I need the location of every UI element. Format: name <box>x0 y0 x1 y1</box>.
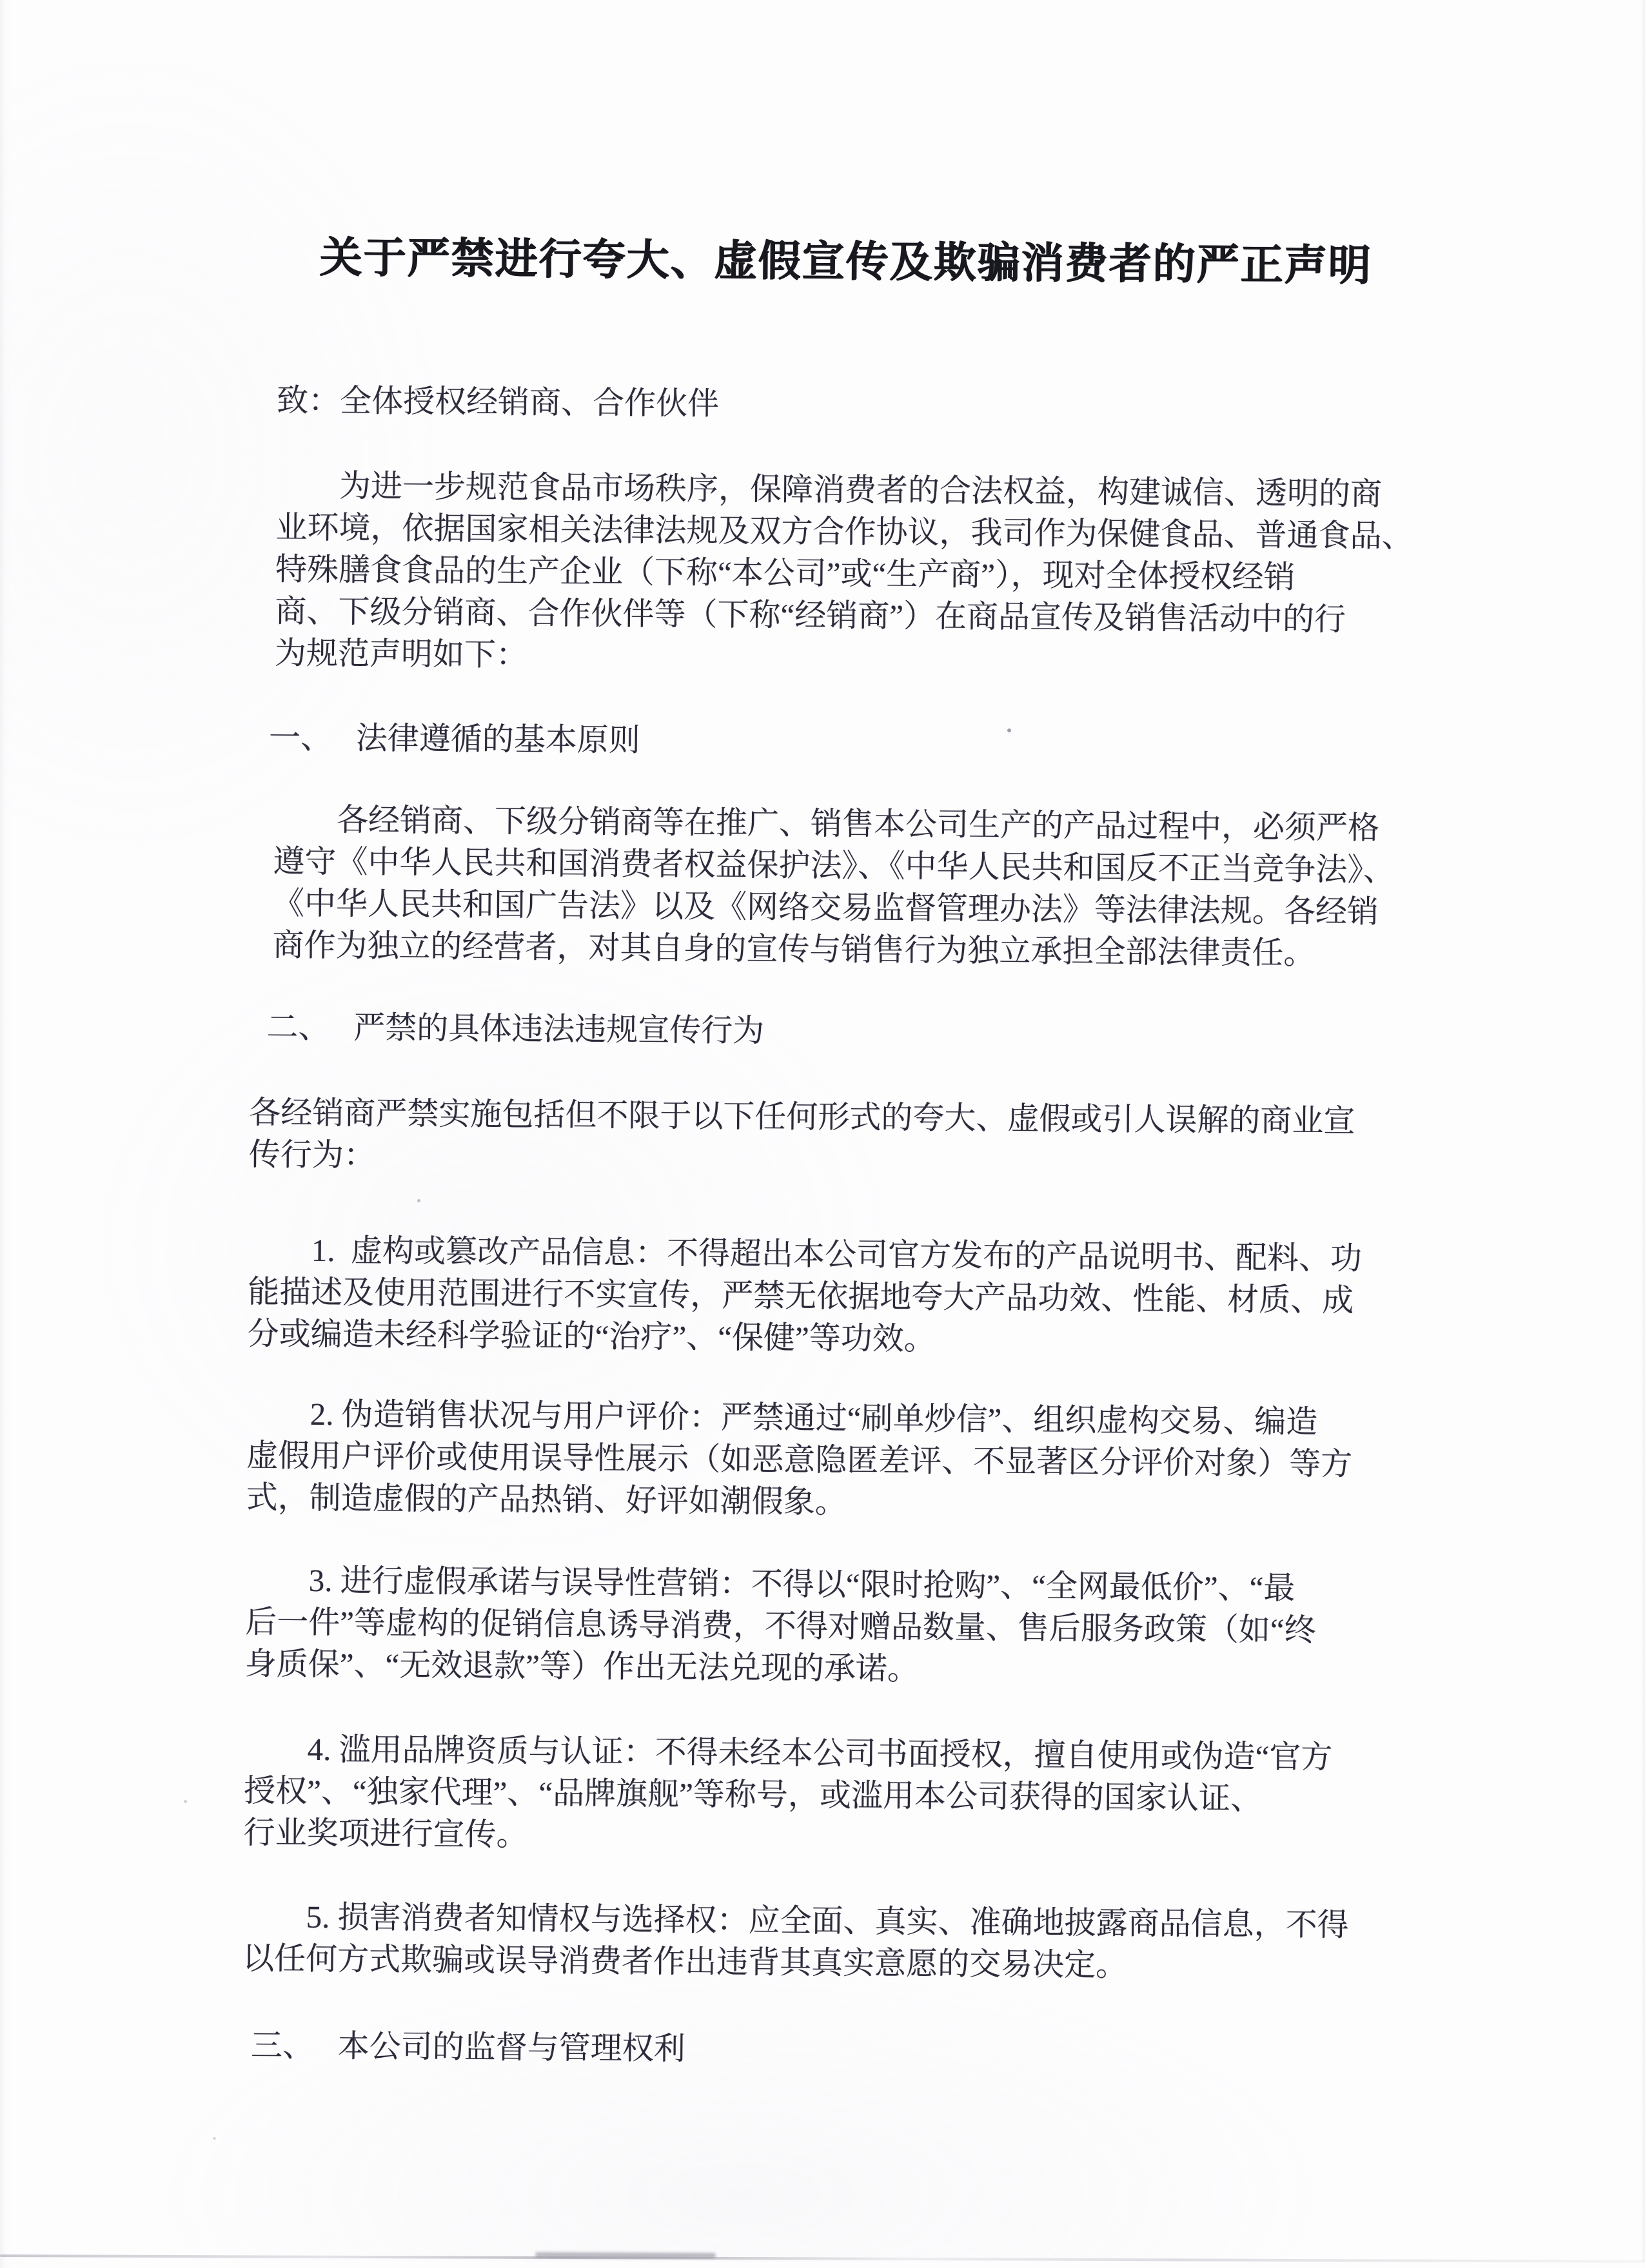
text-line: 为规范声明如下： <box>274 635 528 673</box>
section1-paragraph <box>272 798 1395 975</box>
text-line: 传行为： <box>248 1137 376 1173</box>
scan-speck <box>213 2137 216 2140</box>
prohibited-item-1 <box>247 1229 1362 1364</box>
text-line: 4. 滥用品牌资质与认证：不得未经本公司书面授权，擅自使用或伪造“官方 <box>244 1731 1333 1775</box>
intro-paragraph <box>275 464 1414 683</box>
text-line: 虚假用户评价或使用误导性展示（如恶意隐匿差评、不显著区分评价对象）等方 <box>246 1438 1353 1482</box>
text-line: 1. 虚构或篡改产品信息：不得超出本公司官方发布的产品说明书、配料、功 <box>248 1232 1363 1276</box>
text-line: 后一件”等虚构的促销信息诱导消费，不得对赠品数量、售后服务政策（如“终 <box>244 1604 1316 1648</box>
prohibited-item-4 <box>243 1728 1332 1862</box>
text-line: 商作为独立的经营者，对其自身的宣传与销售行为独立承担全部法律责任。 <box>272 927 1315 972</box>
section2-heading: 二、 严禁的具体违法违规宣传行为 <box>266 1009 765 1049</box>
text-line: 为进一步规范食品市场秩序，保障消费者的合法权益，构建诚信、透明的商 <box>275 467 1383 512</box>
text-line: 业环境，依据国家相关法律法规及双方合作协议，我司作为保健食品、普通食品、 <box>275 509 1414 554</box>
text-line: 《中华人民共和国广告法》以及《网络交易监督管理办法》等法律法规。各经销 <box>272 885 1379 930</box>
text-line: 能描述及使用范围进行不实宣传，严禁无依据地夸大产品功效、性能、材质、成 <box>248 1274 1354 1318</box>
text-line: 授权”、“独家代理”、“品牌旗舰”等称号，或滥用本公司获得的国家认证、 <box>243 1773 1263 1817</box>
text-line: 特殊膳食食品的生产企业（下称“本公司”或“生产商”），现对全体授权经销 <box>275 551 1295 595</box>
scan-speck <box>184 1800 187 1803</box>
document-title: 关于严禁进行夸大、虚假宣传及欺骗消费者的严正声明 <box>319 234 1372 290</box>
text-line: 商、下级分销商、合作伙伴等（下称“经销商”）在商品宣传及销售活动中的行 <box>275 593 1346 638</box>
scan-speck <box>1007 728 1011 732</box>
text-line: 遵守《中华人民共和国消费者权益保护法》、《中华人民共和国反不正当竞争法》、 <box>273 843 1395 888</box>
section2-lead-paragraph <box>249 1091 1355 1184</box>
salutation-line: 致：全体授权经销商、合作伙伴 <box>276 382 720 422</box>
text-line: 身质保”、“无效退款”等）作出无法兑现的承诺。 <box>244 1646 920 1687</box>
text-line: 分或编造未经科学验证的“治疗”、“保健”等功效。 <box>247 1316 936 1357</box>
prohibited-item-2 <box>246 1393 1352 1527</box>
prohibited-item-5 <box>242 1895 1349 1988</box>
text-line: 行业奖项进行宣传。 <box>243 1815 528 1853</box>
scan-smudge <box>535 2252 716 2258</box>
text-line: 以任何方式欺骗或误导消费者作出违背其真实意愿的交易决定。 <box>242 1941 1128 1983</box>
section1-heading: 一、 法律遵循的基本原则 <box>268 719 640 758</box>
text-line: 3. 进行虚假承诺与误导性营销：不得以“限时抢购”、“全网最低价”、“最 <box>245 1562 1295 1606</box>
scan-edge-shading <box>1641 0 1645 2262</box>
text-line: 各经销商、下级分销商等在推广、销售本公司生产的产品过程中，必须严格 <box>273 801 1380 846</box>
section3-heading: 三、 本公司的监督与管理权利 <box>250 2028 686 2067</box>
scan-speck <box>417 1199 420 1202</box>
text-line: 2. 伪造销售状况与用户评价：严禁通过“刷单炒信”、组织虚构交易、编造 <box>246 1396 1318 1440</box>
prohibited-item-3 <box>244 1559 1316 1693</box>
text-line: 式，制造虚假的产品热销、好评如潮假象。 <box>246 1480 847 1520</box>
text-line: 各经销商严禁实施包括但不限于以下任何形式的夸大、虚假或引人误解的商业宣 <box>249 1095 1355 1139</box>
text-line: 5. 损害消费者知情权与选择权：应全面、真实、准确地披露商品信息，不得 <box>242 1899 1349 1943</box>
